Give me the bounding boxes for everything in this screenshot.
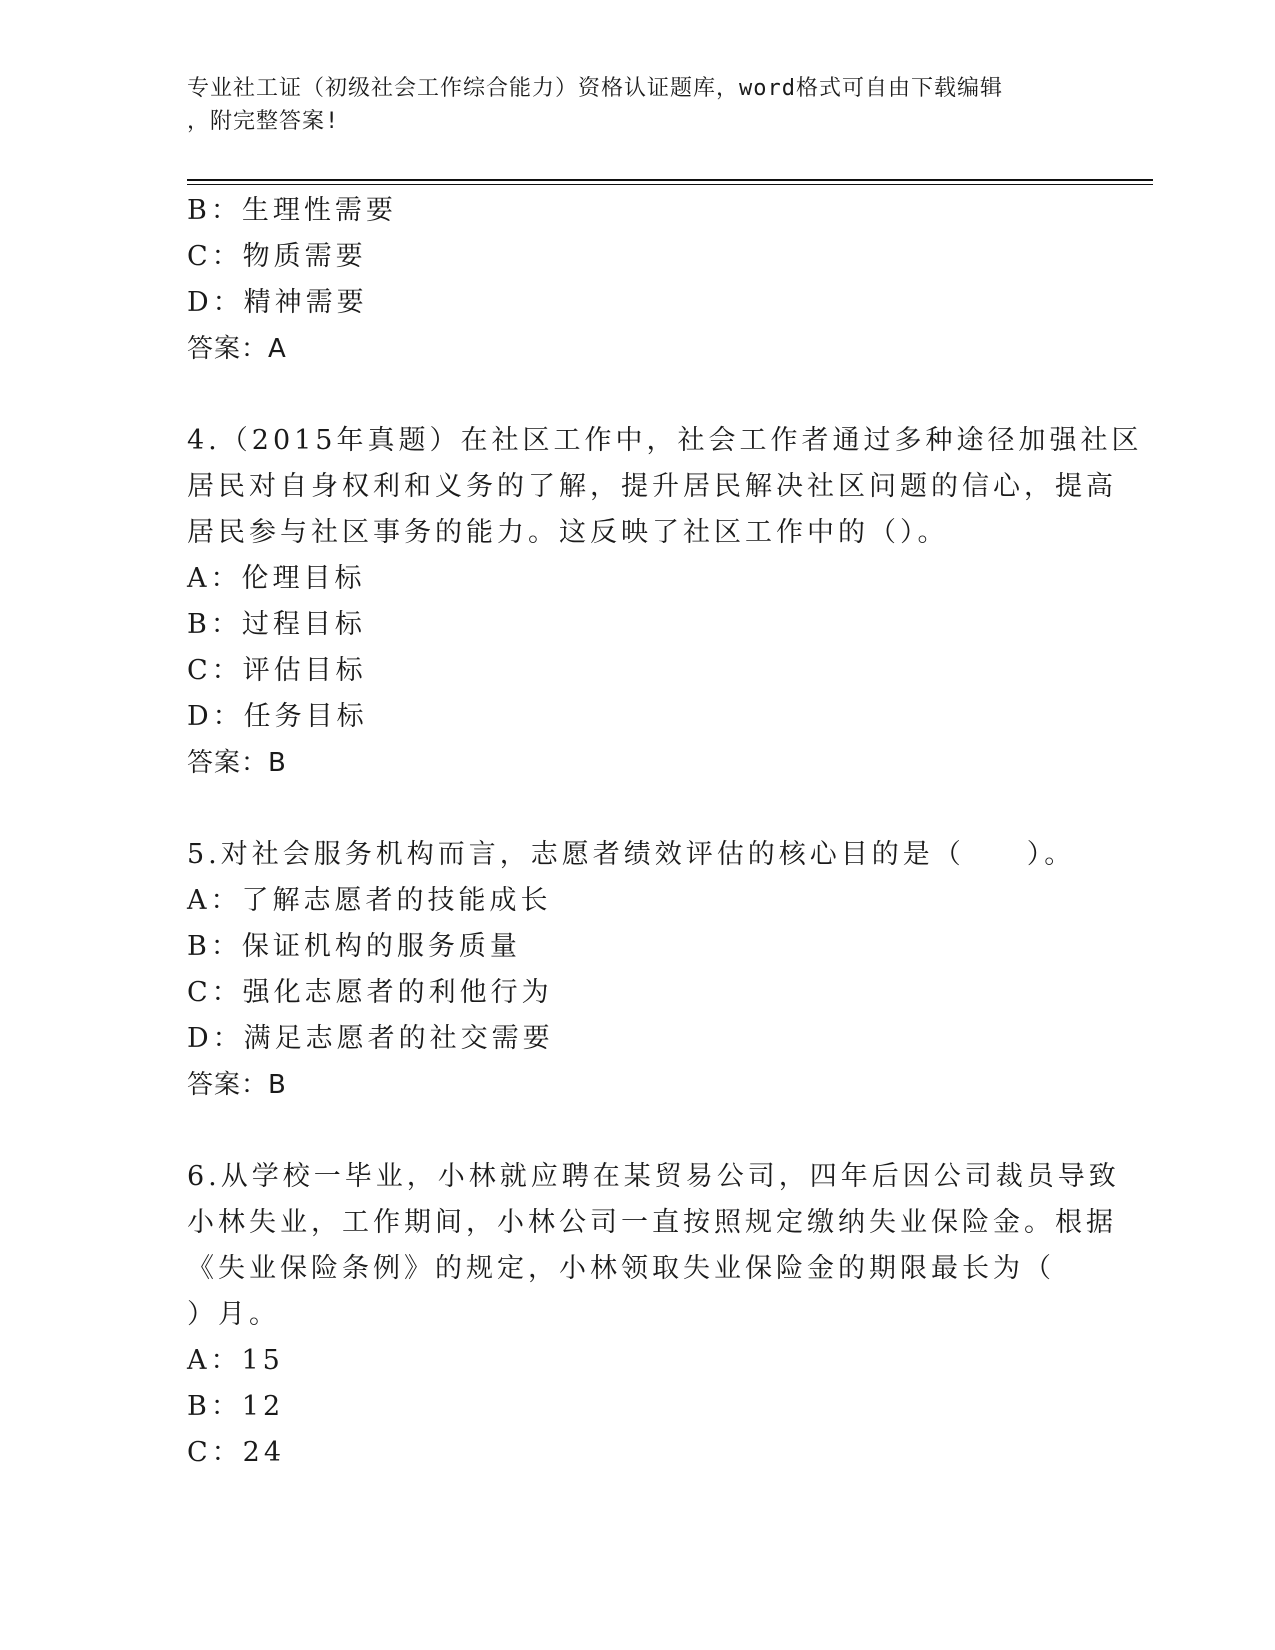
answer-line: 答案：B (187, 748, 287, 778)
question-stem-line: 居民参与社区事务的能力。这反映了社区工作中的（）。 (187, 517, 949, 548)
question-4 (187, 418, 1143, 786)
option-a: A：了解志愿者的技能成长 (187, 885, 552, 916)
question-stem-line: 6.从学校一毕业，小林就应聘在某贸易公司，四年后因公司裁员导致 (187, 1161, 1120, 1192)
option-c: C：24 (187, 1437, 286, 1468)
option-b: B：保证机构的服务质量 (187, 931, 521, 962)
spacer (187, 372, 1077, 418)
spacer (187, 1108, 1077, 1154)
question-stem-line: 《失业保险条例》的规定，小林领取失业保险金的期限最长为（ (187, 1253, 1055, 1284)
question-stem-line: 5.对社会服务机构而言，志愿者绩效评估的核心目的是（ ）。 (187, 839, 1076, 870)
answer-line: 答案：B (187, 1070, 287, 1100)
header-line-2: ，附完整答案! (187, 109, 340, 134)
option-d: D：满足志愿者的社交需要 (187, 1023, 554, 1054)
option-c: C：物质需要 (187, 241, 367, 272)
option-d: D：任务目标 (187, 701, 368, 732)
question-content (187, 188, 1143, 1476)
header-rule-thin (187, 184, 1153, 185)
question-stem (187, 418, 1143, 556)
question-6 (187, 1154, 1120, 1476)
question-stem (187, 1154, 1120, 1338)
question-3-continued (187, 188, 1077, 372)
option-a: A：伦理目标 (187, 563, 366, 594)
header-rule-thick (187, 179, 1153, 181)
option-a: A：15 (187, 1345, 284, 1376)
question-stem-line: 4.（2015年真题）在社区工作中，社会工作者通过多种途径加强社区 (187, 425, 1143, 456)
option-b: B：12 (187, 1391, 285, 1422)
option-c: C：强化志愿者的利他行为 (187, 977, 553, 1008)
option-b: B：过程目标 (187, 609, 366, 640)
question-stem (187, 832, 1077, 878)
spacer (187, 786, 1077, 832)
document-header (187, 72, 1087, 138)
option-c: C：评估目标 (187, 655, 367, 686)
option-d: D：精神需要 (187, 287, 368, 318)
question-stem-line: 小林失业，工作期间，小林公司一直按照规定缴纳失业保险金。根据 (187, 1207, 1117, 1238)
question-stem-line: ）月。 (187, 1299, 280, 1330)
question-5 (187, 832, 1077, 1108)
header-line-1: 专业社工证（初级社会工作综合能力）资格认证题库，word格式可自由下载编辑 (187, 76, 1003, 101)
answer-line: 答案：A (187, 334, 287, 364)
question-stem-line: 居民对自身权利和义务的了解，提升居民解决社区问题的信心，提高 (187, 471, 1117, 502)
option-b: B：生理性需要 (187, 195, 397, 226)
